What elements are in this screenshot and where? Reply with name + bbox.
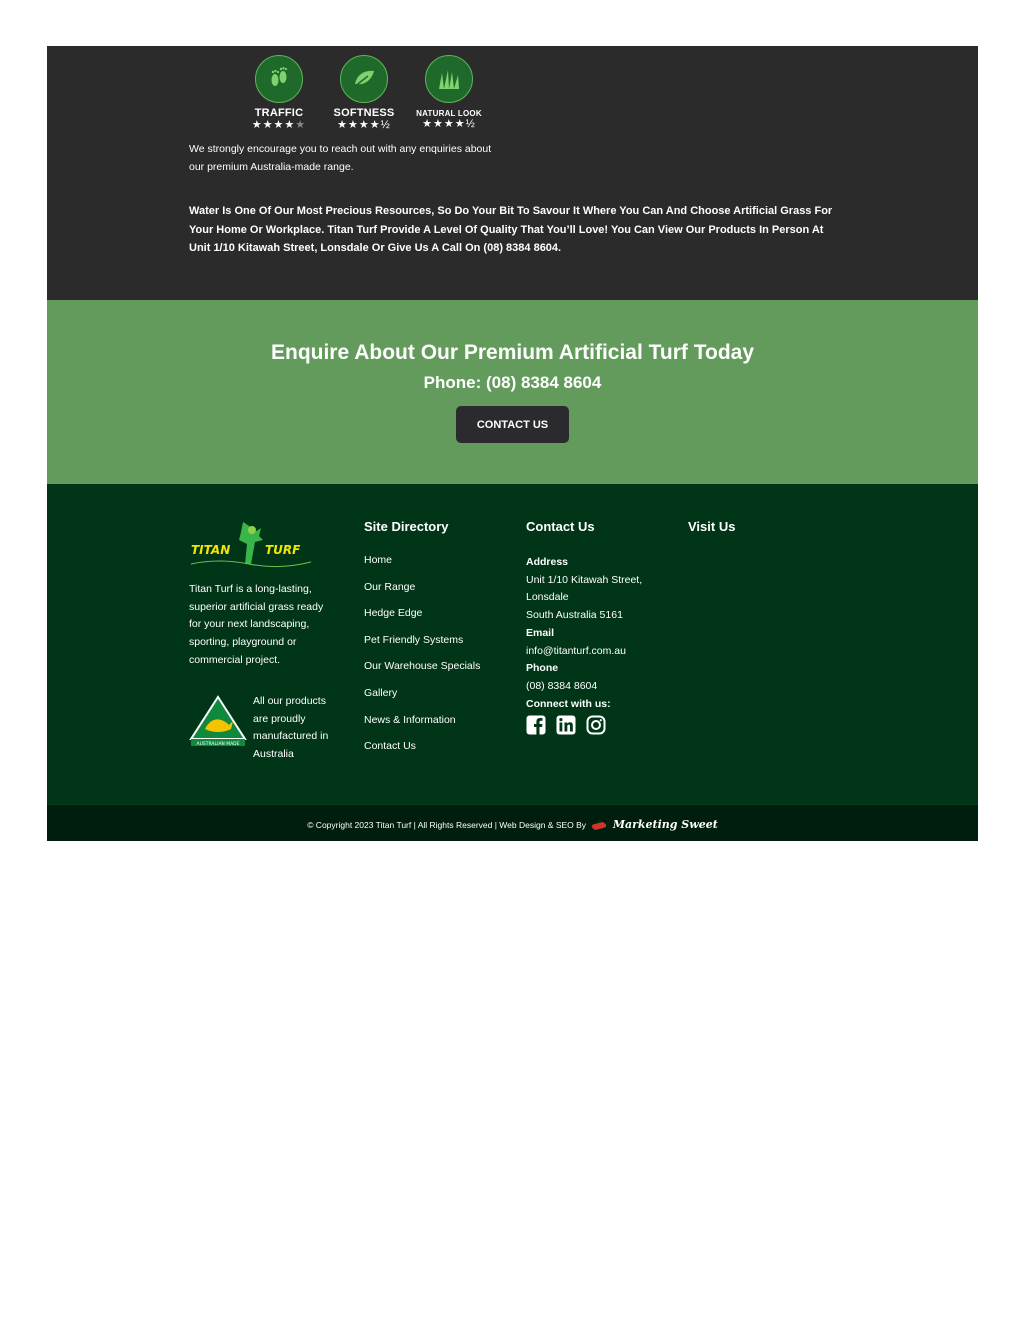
svg-text:TURF: TURF [265, 543, 301, 557]
copyright-bar [47, 804, 978, 841]
page [47, 46, 978, 841]
marketing-sweet-link[interactable]: Marketing Sweet [612, 818, 718, 831]
nav-link-gallery[interactable]: Gallery [364, 686, 398, 699]
instagram-icon[interactable] [586, 715, 606, 735]
site-directory-list [364, 552, 480, 765]
rating-natural-look [413, 55, 485, 131]
grass-icon [425, 55, 473, 103]
features-section [47, 46, 978, 300]
svg-text:TITAN: TITAN [191, 543, 231, 557]
ratings-row [243, 55, 485, 131]
nav-link-our-range[interactable]: Our Range [364, 580, 416, 593]
enquire-heading: Enquire About Our Premium Artificial Turf Today [270, 341, 755, 364]
social-links [526, 715, 676, 735]
water-paragraph: Water Is One Of Our Most Precious Resources, So Do Your Bit To Savour It Where You Can And Choose Artificial Grass For Your Home Or Workplace. Titan Turf Provide A Level Of Quality That You’ll Love! You Can View Our Products In Person At Unit 1/10 Kitawah Street, Lonsdale Or Give Us A Call On (08) 8384 8604. [189, 205, 833, 254]
australian-made-logo [189, 695, 247, 747]
rating-stars: ★★★★½ [422, 118, 476, 130]
feather-icon [340, 55, 388, 103]
rating-label: TRAFFIC [254, 107, 304, 119]
contact-us-button[interactable]: CONTACT US [456, 406, 569, 443]
enquire-phone: Phone: (08) 8384 8604 [423, 373, 602, 392]
marketing-sweet-mark-icon [592, 821, 607, 830]
rating-stars: ★★★★★ [251, 119, 307, 131]
nav-link-contact-us[interactable]: Contact Us [364, 740, 416, 753]
titan-turf-logo[interactable] [189, 520, 313, 568]
visit-us-title: Visit Us [688, 519, 736, 534]
rating-label: SOFTNESS [333, 107, 395, 119]
svg-text:AUSTRALIAN MADE: AUSTRALIAN MADE [196, 742, 240, 747]
rating-stars: ★★★★½ [337, 119, 391, 131]
footprints-icon [255, 55, 303, 103]
connect-label: Connect with us: [526, 697, 611, 710]
site-directory-title: Site Directory [364, 519, 449, 534]
email-label: Email [526, 626, 555, 639]
nav-link-home[interactable]: Home [364, 554, 393, 566]
email-link[interactable]: info@titanturf.com.au [526, 644, 626, 657]
nav-link-hedge-edge[interactable]: Hedge Edge [364, 607, 423, 620]
rating-traffic [243, 55, 315, 131]
linkedin-icon[interactable] [556, 715, 576, 735]
contact-title: Contact Us [526, 519, 595, 534]
made-in-australia-text: All our products are proudly manufactured in Australia [253, 695, 329, 761]
nav-link-warehouse-specials[interactable]: Our Warehouse Specials [364, 660, 481, 673]
rating-label: NATURAL LOOK [416, 109, 482, 118]
copyright-line [47, 818, 978, 831]
phone-label: Phone [526, 662, 559, 675]
about-text: Titan Turf is a long-lasting, superior artificial grass ready for your next landscaping, sporting, playground or commercial project. [189, 583, 324, 666]
nav-link-pet-friendly[interactable]: Pet Friendly Systems [364, 633, 464, 646]
copyright-text: © Copyright 2023 Titan Turf | All Rights Reserved | Web Design & SEO By [307, 820, 587, 830]
nav-link-news[interactable]: News & Information [364, 713, 456, 726]
address-line-2: South Australia 5161 [526, 609, 623, 622]
address-line-1: Unit 1/10 Kitawah Street, Lonsdale [526, 573, 643, 604]
contact-block [526, 554, 676, 735]
enquire-section [47, 300, 978, 484]
facebook-icon[interactable] [526, 715, 546, 735]
footer [47, 484, 978, 804]
intro-text: We strongly encourage you to reach out with any enquiries about our premium Australia-made range. [189, 143, 492, 173]
address-label: Address [526, 556, 569, 568]
phone-link[interactable]: (08) 8384 8604 [526, 679, 598, 692]
rating-softness [328, 55, 400, 131]
